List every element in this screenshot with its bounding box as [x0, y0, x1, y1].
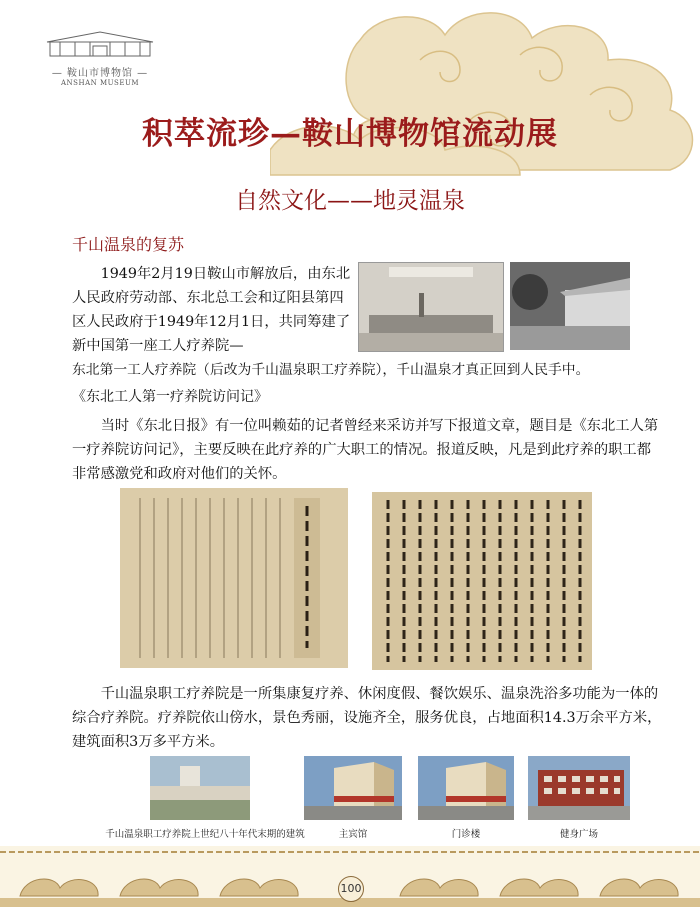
photo-clinic-building — [418, 756, 514, 820]
caption-1980s-building: 千山温泉职工疗养院上世纪八十年代末期的建筑 — [105, 829, 305, 840]
photo-guest-house — [304, 756, 402, 820]
newspaper-icon — [372, 492, 592, 670]
newspaper-icon — [120, 488, 348, 668]
photo-old-building — [510, 262, 630, 350]
paragraph-newspaper-report: 当时《东北日报》有一位叫赖茹的记者曾经来采访并写下报道文章，题目是《东北工人第一疗养院访问记》，主要反映在此疗养的广大职工的情况。报道反映，凡是到此疗养的职工都非常感激党和政府对他们的关怀。 — [72, 418, 659, 482]
caption-guest-house: 主宾馆 — [338, 829, 368, 840]
logo-english-name: ANSHAN MUSEUM — [60, 79, 140, 87]
building-photo-icon — [150, 756, 250, 820]
photo-newspaper-clipping-2 — [372, 492, 592, 670]
building-photo-icon — [510, 262, 630, 350]
photo-old-sanatorium — [358, 262, 504, 352]
exhibition-title: 积萃流珍—鞍山博物馆流动展 — [142, 116, 558, 152]
building-photo-icon — [528, 756, 630, 820]
caption-clinic: 门诊楼 — [451, 829, 481, 840]
museum-logo — [40, 28, 160, 88]
caption-fitness-plaza: 健身广场 — [559, 829, 598, 840]
article-title: 《东北工人第一疗养院访问记》 — [72, 389, 268, 405]
section-heading: 千山温泉的复苏 — [72, 235, 185, 254]
section-subtitle: 自然文化——地灵温泉 — [235, 188, 465, 214]
museum-building-icon — [45, 28, 155, 58]
building-photo-icon — [418, 756, 514, 820]
paragraph-liberation: 1949年2月19日鞍山市解放后，由东北人民政府劳动部、东北总工会和辽阳县第四区人民政府于1949年12月1日，共同筹建了新中国第一座工人疗养院— — [72, 266, 351, 354]
decorative-cloud-icon — [270, 0, 700, 200]
factory-photo-icon — [359, 263, 503, 351]
logo-chinese-name: — 鞍山市博物馆 — — [51, 68, 149, 79]
photo-newspaper-clipping-1 — [120, 488, 348, 668]
building-photo-icon — [304, 756, 402, 820]
page-number: 100 — [338, 876, 364, 902]
paragraph-sanatorium-today: 千山温泉职工疗养院是一所集康复疗养、休闲度假、餐饮娱乐、温泉洗浴多功能为一体的综合疗养院。疗养院依山傍水，景色秀丽，设施齐全，服务优良，占地面积14.3万余平方米，建筑面积3万多平方米。 — [72, 686, 662, 750]
photo-1980s-building — [150, 756, 250, 820]
paragraph-liberation-tail: 东北第一工人疗养院（后改为千山温泉职工疗养院），千山温泉才真正回到人民手中。 — [72, 362, 590, 378]
photo-fitness-plaza — [528, 756, 630, 820]
